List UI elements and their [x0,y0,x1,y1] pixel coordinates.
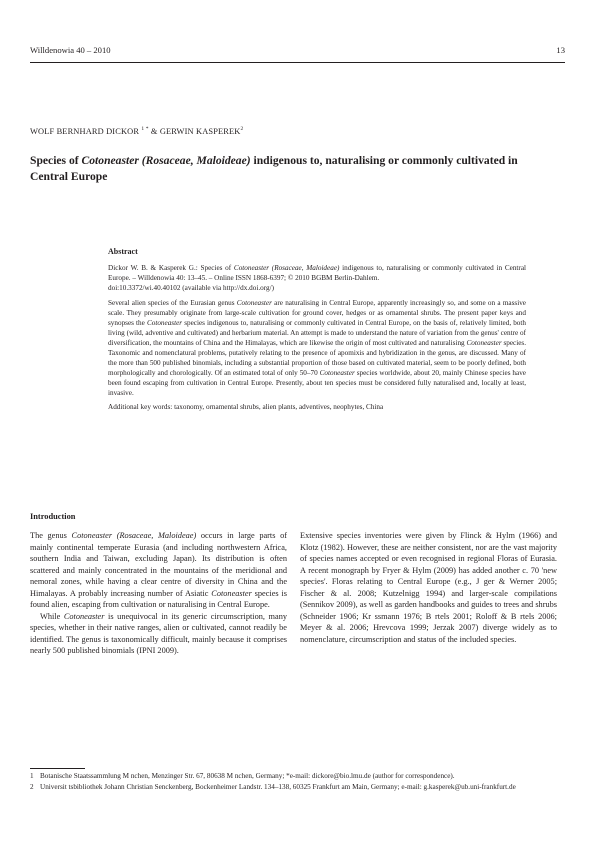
page-number: 13 [556,45,565,55]
footnotes [30,771,565,793]
footnote-1 [30,771,565,781]
author-2: & GERWIN KASPEREK [148,127,241,136]
title-text-end: indigenous to, naturalising or commonly cultivated in Central Europe [30,154,518,183]
paragraph-text: species is found alien, escaping from cultivation or naturalising in Central Europe. [30,588,287,609]
citation-text: Dickor W. B. & Kasperek G.: Species of [108,264,234,272]
abstract-summary [108,298,526,398]
paragraph-italic: Cotoneaster (Rosaceae, Maloideae) [71,531,197,540]
author-2-affiliation: 2 [240,126,244,132]
citation-italic: Cotoneaster (Rosaceae, Maloideae) [233,264,340,272]
article-title [30,153,540,185]
paragraph-text: is unequivocal in its generic circumscription, many species, whether in their native ranges, alien or cultivated, cannot readily be identified. The genus is taxonomically difficult, mainly because it comprises nearly 500 published binomials (IPNI 2009). [30,611,287,655]
doi-link[interactable]: doi:10.3372/wi.40.40102 (available via http://dx.doi.org/) [108,284,274,292]
paragraph-italic: Cotoneaster [211,588,252,598]
summary-genus: Cotoneaster [236,299,272,307]
intro-paragraph-3: Extensive species inventories were given by Flinck & Hylm (1966) and Klotz (1982). However, these are neither consistent, nor are the vast majority of species names accepted or even recognised in regional Floras of Eurasia. A recent monograph by Fryer & Hylm (2009) has added another c. 70 'new species'. Floras relating to Central Europe (e.g., J ger & Werner 2005; Fischer & al. 2008; Kutzelnigg 1994) and larger-scale compilations (Sennikov 2009), as well as garden handbooks and guides to trees and shrubs (Schneider 1906; Kr ssmann 1976; B rtels 2001; Roloff & B rtels 2006; Meyer & al. 2006; Hrevcova 1999; Jerzak 2007) diverge widely as to nomenclature, circumscription and status of the included species. [300,531,557,644]
title-genus: Cotoneaster [81,154,139,167]
summary-genus: Cotoneaster [319,369,355,377]
author-1: WOLF BERNHARD DICKOR [30,127,140,136]
footnote-text: Botanische Staatssammlung M nchen, Menzinger Str. 67, 80638 M nchen, Germany; *e-mail: dickore@bio.lmu.de (author for correspondence). [40,772,455,780]
abstract-heading: Abstract [108,247,138,256]
summary-genus: Cotoneaster [466,339,502,347]
intro-paragraph-1 [30,530,287,611]
running-head [30,45,565,55]
footnote-text: Universit tsbibliothek Johann Christian Senckenberg, Bockenheimer Landstr. 134–138, 60325 Frankfurt am Main, Germany; e-mail: g.kasperek@ub.uni-frankfurt.de [40,783,516,791]
citation-text-end: indigenous to, naturalising or commonly cultivated in Central Europe. – Willdenowia 40: 13–45. – Online ISSN 1868-6397; © 2010 BGBM Berlin-Dahlem. [108,264,527,282]
abstract [108,247,526,416]
title-families: (Rosaceae, Maloideae) [141,154,251,167]
summary-genus: Cotoneaster [146,319,183,327]
footnote-rule [30,768,85,769]
summary-part: are naturalising in Central Europe, apparently increasingly so, and some on a massive scale. They presumably originate from large-scale cultivation for ground cover, hedges or as ornamental shrubs. The present paper keys and synopses the [108,299,526,327]
body-column-right [300,530,557,645]
intro-paragraph-2 [30,611,287,657]
journal-citation: Willdenowia 40 – 2010 [30,45,111,55]
summary-part: Several alien species of the Eurasian genus [108,299,237,307]
summary-part: species indigenous to, naturalising or commonly cultivated in Central Europe, on the basis of, relatively limited, both living (wild, adventive and cultivated) and herbarium material. An attempt is made to understand the nature of variation from the genus' centre of diversification, the mountains of China and the Himalayas, which are likewise the origin of most cultivated and naturalising [108,319,526,347]
introduction-heading: Introduction [30,512,76,521]
footnote-2 [30,782,565,792]
header-rule [30,62,565,63]
paragraph-text: The genus [30,531,72,540]
paragraph-text: occurs in large parts of mainly continental temperate Eurasia (and including northwestern Africa, southern India and Taiwan, excluding Japan). Its distribution is often scattered and mainly concentrated in the mountains of the meridional and nemoral zones, while having a clear centre of diversity in China and the Himalayas. A probably increasing number of Asiatic [30,531,287,598]
paragraph-italic: Cotoneaster [63,611,105,621]
author-1-affiliation: 1 * [141,126,149,132]
keywords: Additional key words: taxonomy, ornamental shrubs, alien plants, adventives, neophytes, China [108,403,384,411]
body-column-left [30,530,287,657]
footnote-number: 2 [30,783,34,791]
summary-part: species worldwide, about 20, mainly Chinese species have been found escaping from cultivation in Central Europe. Presently, about ten species must be considered fully naturalised and, locally at least, invasive. [108,369,526,397]
summary-part: species. Taxonomic and nomenclatural problems, putatively relating to the presence of apomixis and hybridization in the genus, are discussed. Many of the more than 500 published binomials, including a substantial proportion of those based on cultivated material, seem to be poorly defined, both morphologically and chorologically. Of an estimated total of only 50–70 [108,339,526,377]
footnote-number: 1 [30,772,34,780]
author-line [30,126,243,136]
title-text: Species of [30,154,82,167]
abstract-citation [108,263,526,293]
paragraph-text: While [40,611,64,621]
